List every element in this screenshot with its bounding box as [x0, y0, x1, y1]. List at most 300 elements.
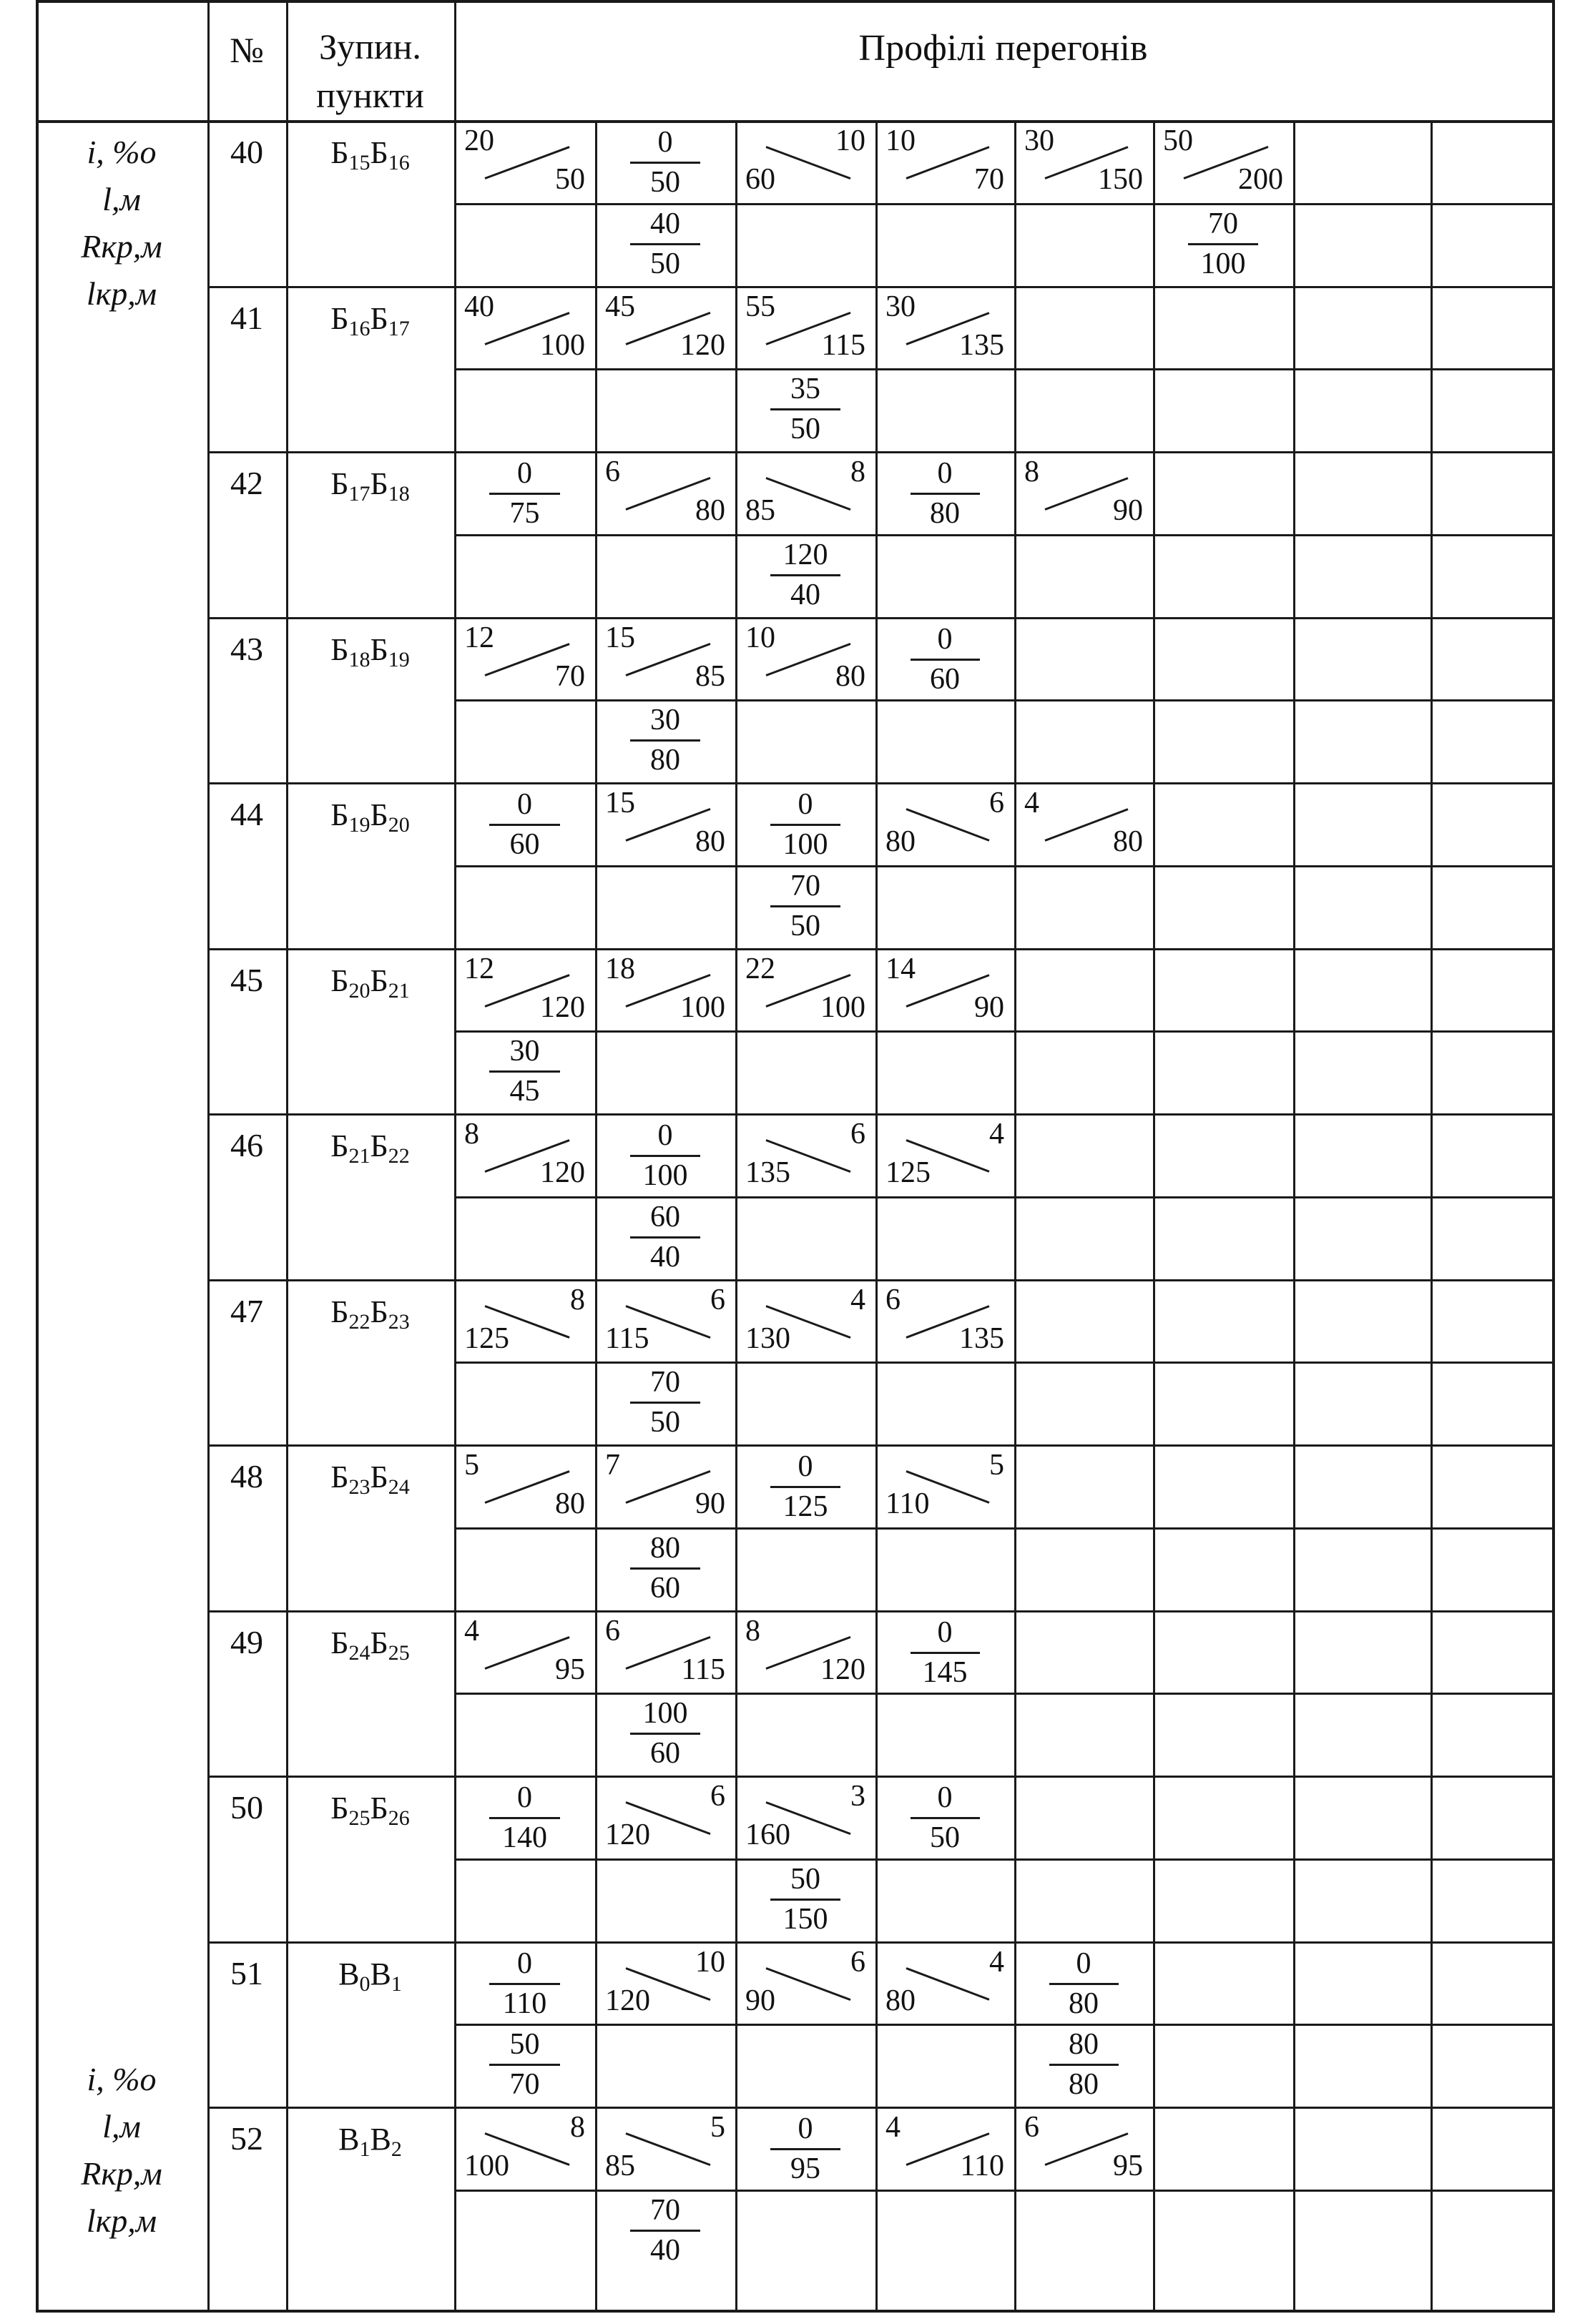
profile-gradient: 3: [850, 1780, 865, 1813]
profile-length: 80: [835, 659, 865, 693]
row-separator: [207, 286, 1552, 288]
profile-length: 60: [745, 163, 775, 196]
profile-length: 90: [745, 1984, 775, 2017]
curve-radius: 35: [790, 373, 820, 406]
profile-gradient: 6: [989, 787, 1004, 819]
station-letter-a: Б: [330, 1294, 349, 1329]
profile-length: 80: [695, 825, 725, 858]
col-line-profile-cell: [1014, 120, 1016, 2310]
curve-radius: 100: [642, 1697, 688, 1730]
station-index-a: 18: [348, 647, 371, 671]
profile-gradient: 0: [517, 1781, 532, 1814]
row-station: [286, 962, 454, 1003]
profile-gradient: 0: [798, 788, 813, 821]
flat-profile-line: [1049, 1983, 1119, 1985]
profile-gradient: 4: [989, 1118, 1004, 1151]
profile-length: 90: [974, 990, 1004, 1024]
curve-fraction-line: [630, 1402, 700, 1404]
side-label: lкр,м: [86, 2202, 157, 2239]
station-index-b: 19: [388, 647, 410, 671]
profile-length: 120: [680, 328, 725, 362]
profile-length: 60: [509, 828, 540, 861]
station-letter-a: Б: [330, 1625, 349, 1660]
curve-radius: 80: [650, 1531, 680, 1565]
downhill-profile-line: [906, 1967, 989, 2001]
station-letter-b: Б: [370, 466, 388, 501]
profile-length: 85: [605, 2150, 635, 2182]
row-number: 46: [230, 1127, 263, 1163]
profile-gradient: 0: [517, 1946, 532, 1980]
curve-fraction-line: [770, 1899, 840, 1901]
curve-length: 100: [1200, 247, 1246, 280]
profile-length: 120: [605, 1818, 650, 1851]
curve-length: 45: [509, 1075, 540, 1108]
station-index-b: 21: [388, 978, 410, 1003]
station-letter-b: Б: [370, 1791, 388, 1826]
row-station: [286, 135, 454, 174]
curve-radius: 50: [790, 1862, 820, 1896]
profile-gradient: 0: [937, 1615, 953, 1649]
row-station: [286, 1128, 454, 1168]
row-mid-separator: [454, 2190, 1552, 2192]
profile-length: 100: [540, 328, 585, 362]
curve-radius: 40: [650, 207, 680, 240]
downhill-profile-line: [906, 808, 989, 842]
station-letter-b: Б: [370, 300, 388, 336]
station-letter-b: Б: [370, 962, 388, 998]
flat-profile-line: [911, 1652, 980, 1654]
curve-fraction-line: [770, 574, 840, 576]
station-index-a: 22: [348, 1309, 371, 1334]
profile-length: 80: [555, 1487, 585, 1520]
station-index-b: 17: [388, 316, 410, 340]
curve-fraction-line: [489, 2064, 560, 2066]
profile-gradient: 18: [605, 952, 635, 985]
station-letter-b: Б: [370, 1459, 388, 1495]
curve-length: 40: [650, 2233, 680, 2267]
station-index-b: 24: [388, 1475, 410, 1499]
profile-gradient: 10: [745, 621, 775, 654]
station-index-a: 25: [348, 1806, 371, 1830]
station-index-b: 16: [388, 151, 410, 174]
profile-gradient: 0: [937, 457, 953, 490]
profile-length: 50: [555, 163, 585, 196]
downhill-profile-line: [766, 477, 851, 511]
station-index-a: 1: [359, 2137, 371, 2161]
profile-length: 125: [782, 1490, 828, 1523]
profile-length: 75: [509, 497, 540, 530]
profile-gradient: 0: [798, 2112, 813, 2145]
flat-profile-line: [911, 493, 980, 495]
curve-radius: 60: [650, 1200, 680, 1234]
header-number: №: [230, 30, 264, 70]
profile-gradient: 30: [885, 290, 916, 323]
profile-gradient: 14: [885, 952, 916, 985]
row-number: 52: [230, 2120, 263, 2157]
station-index-a: 0: [359, 1971, 371, 1996]
profile-gradient: 6: [605, 1614, 620, 1648]
row-mid-separator: [454, 534, 1552, 536]
station-letter-a: Б: [330, 1459, 349, 1495]
row-mid-separator: [454, 2024, 1552, 2026]
profile-length: 80: [930, 497, 960, 530]
header-stops-line1: Зупин.: [319, 26, 421, 67]
row-mid-separator: [454, 1362, 1552, 1364]
profile-gradient: 6: [1024, 2111, 1039, 2144]
station-letter-a: В: [338, 1956, 360, 1991]
profile-gradient: 6: [850, 1945, 865, 1979]
curve-fraction-line: [489, 1070, 560, 1073]
row-mid-separator: [454, 368, 1552, 370]
profile-gradient: 0: [937, 1781, 953, 1814]
profile-gradient: 8: [570, 2111, 585, 2144]
row-station: [286, 1791, 454, 1830]
station-index-a: 24: [348, 1640, 371, 1665]
row-number: 45: [230, 961, 263, 998]
station-letter-b: Б: [370, 1294, 388, 1329]
curve-fraction-line: [630, 1236, 700, 1239]
curve-length: 50: [790, 909, 820, 942]
flat-profile-line: [489, 1983, 560, 1985]
row-number: 40: [230, 134, 263, 170]
profile-length: 50: [930, 1821, 960, 1854]
profile-gradient: 8: [745, 1614, 760, 1648]
station-letter-b: Б: [370, 1128, 388, 1163]
station-letter-a: Б: [330, 1128, 349, 1163]
profile-length: 130: [745, 1321, 790, 1355]
row-mid-separator: [454, 865, 1552, 867]
profile-length: 95: [555, 1653, 585, 1686]
profile-length: 80: [1069, 1986, 1099, 2020]
profile-gradient: 6: [710, 1283, 725, 1316]
profile-gradient: 4: [464, 1614, 479, 1648]
profile-length: 100: [820, 990, 865, 1024]
profile-gradient: 12: [464, 621, 494, 654]
row-station: [286, 797, 454, 837]
profile-length: 120: [540, 1156, 585, 1189]
profile-length: 90: [695, 1487, 725, 1520]
curve-length: 150: [782, 1902, 828, 1936]
profile-gradient: 50: [1163, 124, 1193, 157]
profile-gradient: 10: [835, 124, 865, 157]
row-station: [286, 1625, 454, 1665]
profile-length: 200: [1238, 163, 1283, 196]
curve-length: 70: [509, 2068, 540, 2102]
row-separator: [207, 617, 1552, 619]
profile-length: 85: [745, 494, 775, 527]
profile-gradient: 7: [605, 1449, 620, 1482]
row-separator: [207, 948, 1552, 950]
curve-radius: 120: [782, 538, 828, 571]
profile-length: 95: [790, 2152, 820, 2185]
profile-gradient: 4: [885, 2111, 901, 2144]
flat-profile-line: [630, 162, 700, 164]
row-mid-separator: [454, 1693, 1552, 1695]
station-index-a: 23: [348, 1475, 371, 1499]
profile-length: 115: [681, 1653, 725, 1686]
station-letter-a: Б: [330, 300, 349, 336]
flat-profile-line: [770, 2148, 840, 2150]
side-label: i, %o: [87, 134, 157, 170]
profile-length: 110: [502, 1986, 547, 2020]
profile-gradient: 10: [695, 1945, 725, 1979]
profile-length: 110: [960, 2150, 1004, 2182]
curve-fraction-line: [630, 2230, 700, 2232]
profile-gradient: 8: [1024, 456, 1039, 488]
station-letter-a: Б: [330, 631, 349, 667]
station-index-a: 21: [348, 1144, 371, 1168]
row-station: [286, 631, 454, 671]
curve-length: 40: [650, 1240, 680, 1274]
flat-profile-line: [911, 659, 980, 661]
row-number: 43: [230, 630, 263, 667]
station-index-b: 22: [388, 1144, 410, 1168]
curve-radius: 30: [650, 704, 680, 737]
row-station: [286, 466, 454, 506]
profile-length: 70: [974, 163, 1004, 196]
profile-gradient: 8: [464, 1118, 479, 1151]
flat-profile-line: [630, 1155, 700, 1157]
profile-gradient: 0: [657, 126, 673, 159]
station-index-b: 2: [391, 2137, 402, 2161]
profile-gradient: 0: [517, 788, 532, 821]
side-label: Rкр,м: [81, 228, 162, 265]
profile-gradient: 20: [464, 124, 494, 157]
curve-length: 60: [650, 1571, 680, 1605]
side-label: lкр,м: [86, 275, 157, 312]
downhill-profile-line: [766, 1967, 851, 2001]
row-station: [286, 300, 454, 340]
row-separator: [207, 451, 1552, 453]
profile-length: 120: [540, 990, 585, 1024]
curve-length: 50: [790, 413, 820, 446]
row-number: 44: [230, 796, 263, 832]
curve-radius: 50: [509, 2028, 540, 2062]
curve-length: 40: [790, 578, 820, 611]
curve-fraction-line: [630, 1733, 700, 1735]
profile-gradient: 15: [605, 621, 635, 654]
curve-fraction-line: [630, 739, 700, 742]
table-top-border: [36, 0, 1552, 3]
profile-length: 100: [680, 990, 725, 1024]
profile-length: 110: [885, 1487, 930, 1520]
profile-length: 140: [502, 1821, 547, 1854]
flat-profile-line: [489, 493, 560, 495]
flat-profile-line: [489, 1817, 560, 1819]
col-line-profile-cell: [1153, 120, 1155, 2310]
curve-fraction-line: [770, 408, 840, 410]
header-bottom-border: [36, 120, 1552, 123]
row-number: 41: [230, 299, 263, 336]
curve-fraction-line: [1049, 2064, 1119, 2066]
row-number: 50: [230, 1789, 263, 1826]
row-separator: [207, 2107, 1552, 2109]
profile-gradient: 4: [989, 1945, 1004, 1979]
row-number: 51: [230, 1954, 263, 1991]
curve-radius: 70: [1208, 207, 1238, 240]
row-number: 49: [230, 1623, 263, 1660]
profile-length: 100: [782, 828, 828, 861]
row-mid-separator: [454, 1527, 1552, 1530]
station-letter-a: Б: [330, 797, 349, 832]
col-line-profile-cell: [1293, 120, 1295, 2310]
row-separator: [207, 1610, 1552, 1612]
profile-length: 80: [1113, 825, 1143, 858]
curve-radius: 70: [790, 869, 820, 902]
station-letter-b: В: [370, 2122, 391, 2157]
profile-gradient: 8: [850, 456, 865, 488]
curve-length: 50: [650, 1406, 680, 1439]
row-separator: [207, 1113, 1552, 1116]
profile-length: 60: [930, 662, 960, 696]
profile-length: 100: [464, 2150, 509, 2182]
row-mid-separator: [454, 203, 1552, 205]
profile-gradient: 4: [850, 1283, 865, 1316]
curve-radius: 80: [1069, 2028, 1099, 2062]
row-separator: [207, 1279, 1552, 1281]
profile-length: 120: [605, 1984, 650, 2017]
station-letter-a: Б: [330, 962, 349, 998]
flat-profile-line: [489, 824, 560, 826]
row-number: 48: [230, 1458, 263, 1495]
profile-length: 95: [1113, 2150, 1143, 2182]
header-stops-line2: пункти: [316, 75, 424, 115]
station-index-b: 1: [391, 1971, 402, 1996]
col-line-profile-cell: [875, 120, 878, 2310]
profile-length: 115: [605, 1321, 649, 1355]
curve-fraction-line: [630, 243, 700, 245]
station-index-b: 20: [388, 813, 410, 837]
row-station: [286, 2122, 454, 2161]
table-right-border: [1552, 0, 1555, 2313]
station-letter-b: Б: [370, 631, 388, 667]
profile-gradient: 0: [517, 457, 532, 490]
curve-radius: 70: [650, 1366, 680, 1399]
station-index-a: 19: [348, 813, 371, 837]
profile-length: 85: [695, 659, 725, 693]
station-index-b: 26: [388, 1806, 410, 1830]
profile-gradient: 6: [885, 1283, 901, 1316]
profile-gradient: 55: [745, 290, 775, 323]
station-index-a: 17: [348, 482, 371, 506]
col-line-profile-cell: [1431, 120, 1433, 2310]
downhill-profile-line: [626, 2132, 711, 2166]
profile-length: 150: [1098, 163, 1143, 196]
station-letter-b: Б: [370, 1625, 388, 1660]
row-mid-separator: [454, 699, 1552, 701]
profile-gradient: 30: [1024, 124, 1054, 157]
profile-length: 115: [821, 328, 865, 362]
profile-length: 100: [642, 1159, 688, 1192]
flat-profile-line: [770, 1486, 840, 1488]
profile-length: 125: [464, 1321, 509, 1355]
curve-fraction-line: [630, 1567, 700, 1570]
profile-gradient: 22: [745, 952, 775, 985]
profile-length: 90: [1113, 494, 1143, 527]
row-station: [286, 1956, 454, 1996]
curve-fraction-line: [770, 905, 840, 907]
row-number: 47: [230, 1292, 263, 1329]
curve-radius: 70: [650, 2193, 680, 2227]
row-separator: [207, 782, 1552, 784]
station-letter-a: В: [338, 2122, 360, 2157]
row-station: [286, 1294, 454, 1334]
profile-gradient: 8: [570, 1283, 585, 1316]
profile-gradient: 15: [605, 787, 635, 819]
station-letter-a: Б: [330, 135, 349, 170]
table-left-border: [36, 0, 39, 2310]
header-profiles: Профілі перегонів: [858, 28, 1148, 69]
profile-gradient: 0: [657, 1119, 673, 1152]
profile-length: 160: [745, 1818, 790, 1851]
profile-length: 80: [695, 494, 725, 527]
curve-radius: 30: [509, 1035, 540, 1068]
profile-gradient: 0: [937, 622, 953, 656]
station-index-a: 16: [348, 316, 371, 340]
station-letter-a: Б: [330, 1791, 349, 1826]
station-index-b: 23: [388, 1309, 410, 1334]
station-index-a: 20: [348, 978, 371, 1003]
side-label: i, %o: [87, 2061, 157, 2097]
profile-gradient: 12: [464, 952, 494, 985]
curve-fraction-line: [1188, 243, 1258, 245]
profile-gradient: 5: [464, 1449, 479, 1482]
side-label: l,м: [102, 181, 141, 217]
profile-gradient: 6: [850, 1118, 865, 1151]
flat-profile-line: [911, 1817, 980, 1819]
row-separator: [207, 1941, 1552, 1944]
profile-gradient: 6: [710, 1780, 725, 1813]
profile-length: 135: [959, 328, 1004, 362]
profile-gradient: 5: [710, 2111, 725, 2144]
profile-length: 120: [820, 1653, 865, 1686]
col-line-profile-cell: [735, 120, 737, 2310]
profile-length: 125: [885, 1156, 931, 1189]
profile-length: 135: [745, 1156, 790, 1189]
station-index-b: 25: [388, 1640, 410, 1665]
station-letter-a: Б: [330, 466, 349, 501]
flat-profile-line: [770, 824, 840, 826]
station-index-a: 15: [348, 151, 371, 174]
profile-gradient: 0: [1076, 1946, 1091, 1980]
profile-length: 70: [555, 659, 585, 693]
station-letter-b: Б: [370, 135, 388, 170]
row-station: [286, 1459, 454, 1499]
row-mid-separator: [454, 1030, 1552, 1033]
profile-length: 80: [885, 1984, 916, 2017]
row-mid-separator: [454, 1196, 1552, 1198]
profile-length: 135: [959, 1321, 1004, 1355]
profile-gradient: 45: [605, 290, 635, 323]
row-number: 42: [230, 465, 263, 501]
curve-length: 50: [650, 247, 680, 280]
station-letter-b: Б: [370, 797, 388, 832]
side-label: Rкр,м: [81, 2155, 162, 2192]
profile-gradient: 10: [885, 124, 916, 157]
table-bottom-border: [36, 2310, 1552, 2313]
row-separator: [207, 1776, 1552, 1778]
side-label: l,м: [102, 2108, 141, 2145]
curve-length: 80: [650, 744, 680, 777]
station-index-b: 18: [388, 482, 410, 506]
profile-gradient: 6: [605, 456, 620, 488]
profile-gradient: 0: [798, 1450, 813, 1483]
profile-length: 145: [922, 1655, 968, 1689]
curve-length: 80: [1069, 2068, 1099, 2102]
profile-gradient: 5: [989, 1449, 1004, 1482]
station-letter-b: В: [370, 1956, 391, 1991]
profile-gradient: 4: [1024, 787, 1039, 819]
